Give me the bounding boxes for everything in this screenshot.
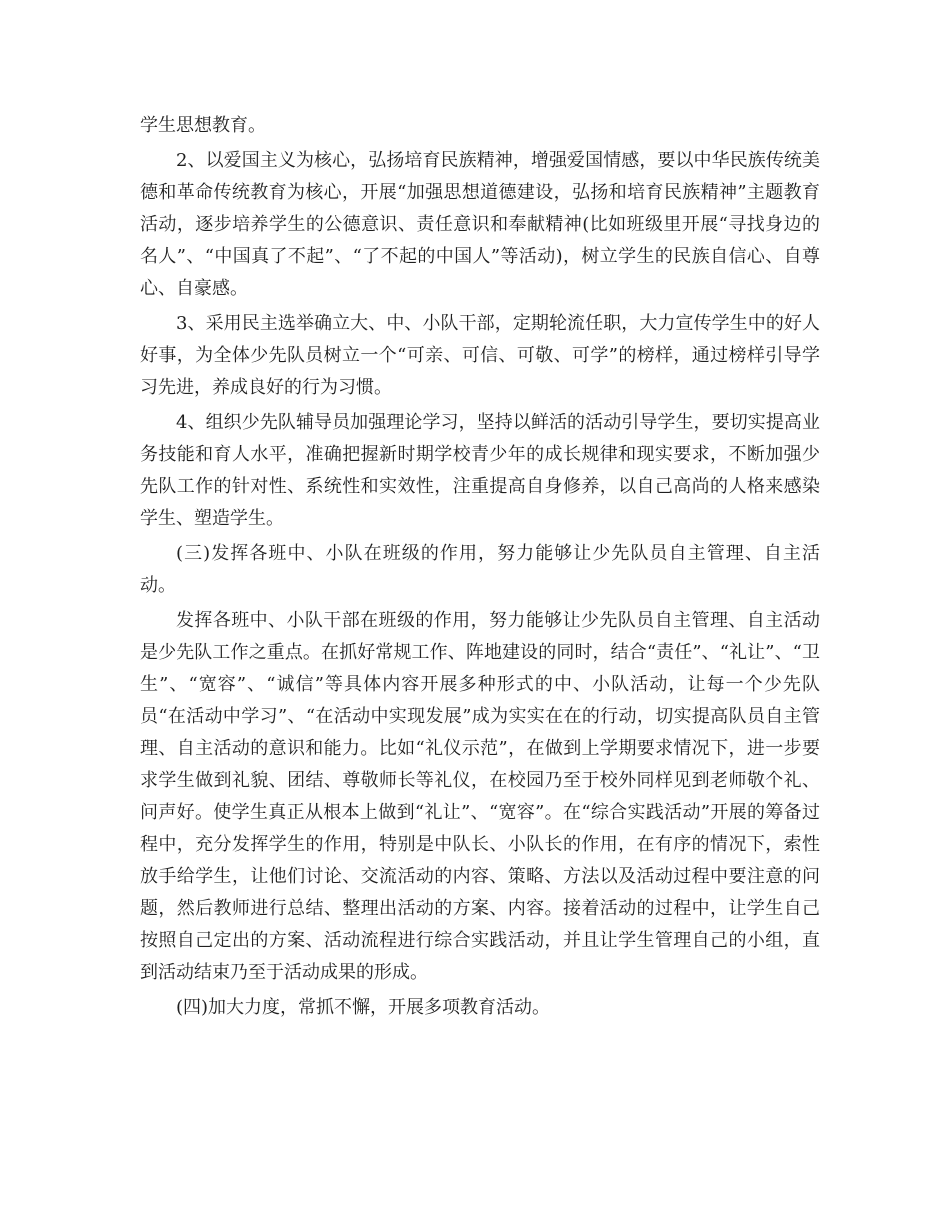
paragraph-item-4: 4、组织少先队辅导员加强理论学习，坚持以鲜活的活动引导学生，要切实提高业务技能和育人水平，准确把握新时期学校青少年的成长规律和现实要求，不断加强少先队工作的针对性、系统性和实效性，注重提高自身修养，以自己高尚的人格来感染学生、塑造学生。 bbox=[140, 412, 820, 529]
document-body bbox=[140, 110, 820, 1027]
section-heading-4: (四)加大力度，常抓不懈，开展多项教育活动。 bbox=[176, 997, 551, 1018]
paragraph-section-3-body: 发挥各班中、小队干部在班级的作用，努力能够让少先队员自主管理、自主活动是少先队工作之重点。在抓好常规工作、阵地建设的同时，结合“责任”、“礼让”、“卫生”、“宽容”、“诚信”等具体内容开展多种形式的中、小队活动，让每一个少先队员“在活动中学习”、“在活动中实现发展”成为实实在在的行动，切实提高队员自主管理、自主活动的意识和能力。比如“礼仪示范”，在做到上学期要求情况下，进一步要求学生做到礼貌、团结、尊敬师长等礼仪，在校园乃至于校外同样见到老师敬个礼、问声好。使学生真正从根本上做到“礼让”、“宽容”。在“综合实践活动”开展的筹备过程中，充分发挥学生的作用，特别是中队长、小队长的作用，在有序的情况下，索性放手给学生，让他们讨论、交流活动的内容、策略、方法以及活动过程中要注意的问题，然后教师进行总结、整理出活动的方案、内容。接着活动的过程中，让学生自己按照自己定出的方案、活动流程进行综合实践活动，并且让学生管理自己的小组，直到活动结束乃至于活动成果的形成。 bbox=[140, 610, 820, 983]
paragraph-item-2: 2、以爱国主义为核心，弘扬培育民族精神，增强爱国情感，要以中华民族传统美德和革命传统教育为核心，开展“加强思想道德建设，弘扬和培育民族精神”主题教育活动，逐步培养学生的公德意识、责任意识和奉献精神(比如班级里开展“寻找身边的名人”、“中国真了不起”、“了不起的中国人”等活动)，树立学生的民族自信心、自尊心、自豪感。 bbox=[140, 150, 820, 299]
section-heading-3: (三)发挥各班中、小队在班级的作用，努力能够让少先队员自主管理、自主活动。 bbox=[140, 543, 820, 596]
paragraph-continuation: 学生思想教育。 bbox=[140, 115, 266, 136]
paragraph-item-3: 3、采用民主选举确立大、中、小队干部，定期轮流任职，大力宣传学生中的好人好事，为全体少先队员树立一个“可亲、可信、可敬、可学”的榜样，通过榜样引导学习先进，养成良好的行为习惯。 bbox=[140, 313, 820, 398]
